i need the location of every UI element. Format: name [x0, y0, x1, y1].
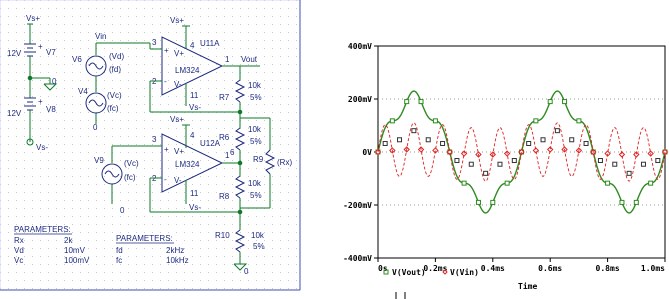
label-vminus-2: V-	[174, 176, 182, 185]
label-pin11-1: 11	[190, 91, 199, 100]
params1-row-name: Vd	[14, 246, 24, 255]
marker-vout	[606, 181, 610, 185]
label-r9: R9	[253, 155, 264, 164]
marker-vout	[405, 100, 409, 104]
label-r6-value: 10k	[248, 125, 261, 134]
label-pin4-2: 4	[190, 131, 195, 140]
y-tick-label: 200mV	[347, 95, 372, 104]
label-v8-value: 12V	[7, 109, 22, 118]
label-vs-plus-u11: Vs+	[170, 16, 185, 25]
marker-vout	[476, 200, 480, 204]
probe-marker	[455, 159, 459, 163]
label-fc-2: (fc)	[124, 173, 136, 182]
label-ground-v9: 0	[120, 206, 125, 215]
label-v8: V8	[46, 105, 56, 114]
marker-vout	[548, 100, 552, 104]
x-tick-label: 0s	[378, 264, 388, 273]
label-r8-tol: 5%	[250, 191, 262, 200]
label-r10-tol: 5%	[253, 242, 265, 251]
params1-row-name: Rx	[14, 236, 24, 245]
params2-row-value: 10kHz	[166, 256, 189, 265]
label-minus-in-1: -	[164, 77, 167, 86]
marker-vout	[634, 200, 638, 204]
probe-marker	[641, 162, 645, 166]
marker-vout	[390, 119, 394, 123]
params1-row-name: Vc	[14, 256, 24, 265]
marker-vout	[649, 181, 653, 185]
probe-marker	[584, 141, 588, 145]
marker-vout	[563, 100, 567, 104]
marker-vout	[505, 181, 509, 185]
label-v6: V6	[72, 55, 82, 64]
label-lm324-1: LM324	[175, 66, 200, 75]
probe-marker	[484, 171, 488, 175]
probe-marker	[627, 171, 631, 175]
y-tick-label: 400mV	[347, 42, 372, 51]
marker-vout	[419, 100, 423, 104]
label-ground-0: 0	[52, 77, 57, 86]
legend-label-vout: V(Vout)	[392, 268, 426, 277]
label-pin2-1: 2	[152, 77, 157, 86]
label-vs-minus-u11: Vs-	[189, 103, 201, 112]
label-vs-plus-top: Vs+	[26, 14, 41, 23]
probe-marker	[398, 138, 402, 142]
params2-row-name: fd	[116, 246, 123, 255]
probe-marker	[469, 162, 473, 166]
label-ground-v4: 0	[93, 123, 98, 132]
probe-marker	[598, 159, 602, 163]
params1-row-value: 2k	[64, 236, 73, 245]
label-v7: V7	[46, 48, 56, 57]
label-r8-value: 10k	[248, 179, 261, 188]
label-pin3-1: 3	[152, 38, 157, 47]
label-v4: V4	[78, 87, 88, 96]
label-r7-tol: 5%	[250, 93, 262, 102]
label-rx: (Rx)	[277, 158, 293, 167]
label-u12a: U12A	[200, 139, 221, 148]
probe-marker	[498, 162, 502, 166]
marker-vout	[577, 119, 581, 123]
label-r10: R10	[215, 231, 230, 240]
label-plus-in-1: +	[164, 46, 169, 55]
label-minus-in-2: -	[164, 175, 167, 184]
probe-marker	[555, 129, 559, 133]
label-vc-1: (Vc)	[107, 91, 122, 100]
label-pin11-2: 11	[190, 189, 199, 198]
marker-vout	[534, 119, 538, 123]
label-vout: Vout	[241, 55, 258, 64]
probe-marker	[512, 159, 516, 163]
x-axis-label: Time	[518, 282, 538, 291]
y-tick-label: -200mV	[343, 201, 372, 210]
label-vd: (Vd)	[109, 52, 125, 61]
label-u11a: U11A	[200, 39, 220, 48]
marker-vout	[462, 181, 466, 185]
probe-marker	[570, 138, 574, 142]
probe-marker	[541, 138, 545, 142]
label-r7-value: 10k	[248, 81, 261, 90]
label-plus-v8: +	[38, 97, 43, 106]
label-r6: R6	[219, 133, 230, 142]
probe-marker	[656, 159, 660, 163]
params1-row-value: 10mV	[64, 246, 85, 255]
label-node-6: 6	[230, 148, 235, 157]
label-pin2-2: 2	[152, 174, 157, 183]
probe-marker	[383, 141, 387, 145]
label-v9: V9	[94, 156, 104, 165]
params1-header: PARAMETERS:	[14, 225, 71, 234]
x-tick-label: 1.0ms	[640, 264, 665, 273]
params2-header: PARAMETERS:	[116, 234, 173, 243]
x-tick-label: 0.4ms	[480, 264, 505, 273]
probe-marker	[613, 162, 617, 166]
label-v7-value: 12V	[7, 49, 22, 58]
label-pin4-1: 4	[190, 41, 195, 50]
probe-marker	[441, 141, 445, 145]
label-vs-minus-u12: Vs-	[189, 203, 201, 212]
label-vs-minus-left: Vs-	[36, 143, 48, 152]
label-vin: Vin	[95, 32, 107, 41]
label-lm324-2: LM324	[175, 160, 200, 169]
legend-label-vin: V(Vin)	[450, 268, 479, 277]
label-pin3-2: 3	[152, 135, 157, 144]
label-vminus-1: V-	[174, 80, 182, 89]
x-tick-label: 0.8ms	[595, 264, 620, 273]
label-ground-r10: 0	[244, 267, 249, 276]
params2-row-value: 2kHz	[166, 246, 185, 255]
label-pin1-1: 1	[225, 55, 230, 64]
label-vc-2: (Vc)	[124, 159, 139, 168]
probe-marker	[412, 129, 416, 133]
label-r8: R8	[219, 192, 230, 201]
label-vplus-1: V+	[174, 49, 185, 58]
label-r10-value: 10k	[251, 231, 264, 240]
probe-marker	[527, 141, 531, 145]
label-r7: R7	[219, 93, 230, 102]
x-tick-label: 0.6ms	[538, 264, 563, 273]
label-vs-plus-u12: Vs+	[170, 115, 185, 124]
label-fc-1: (fc)	[107, 104, 119, 113]
y-tick-label: 0V	[362, 148, 372, 157]
x-tick-label: 0.2ms	[423, 264, 448, 273]
y-tick-label: -400mV	[343, 254, 372, 263]
params2-row-name: fc	[116, 256, 123, 265]
probe-marker	[426, 138, 430, 142]
label-vplus-2: V+	[174, 147, 185, 156]
label-pin1-2: 1	[225, 151, 230, 160]
marker-vout	[491, 200, 495, 204]
label-fd: (fd)	[109, 65, 121, 74]
label-r6-tol: 5%	[250, 137, 262, 146]
label-plus-in-2: +	[164, 145, 169, 154]
marker-vout	[620, 200, 624, 204]
label-plus-v7: +	[38, 42, 43, 51]
params1-row-value: 100mV	[64, 256, 90, 265]
marker-vout	[433, 119, 437, 123]
